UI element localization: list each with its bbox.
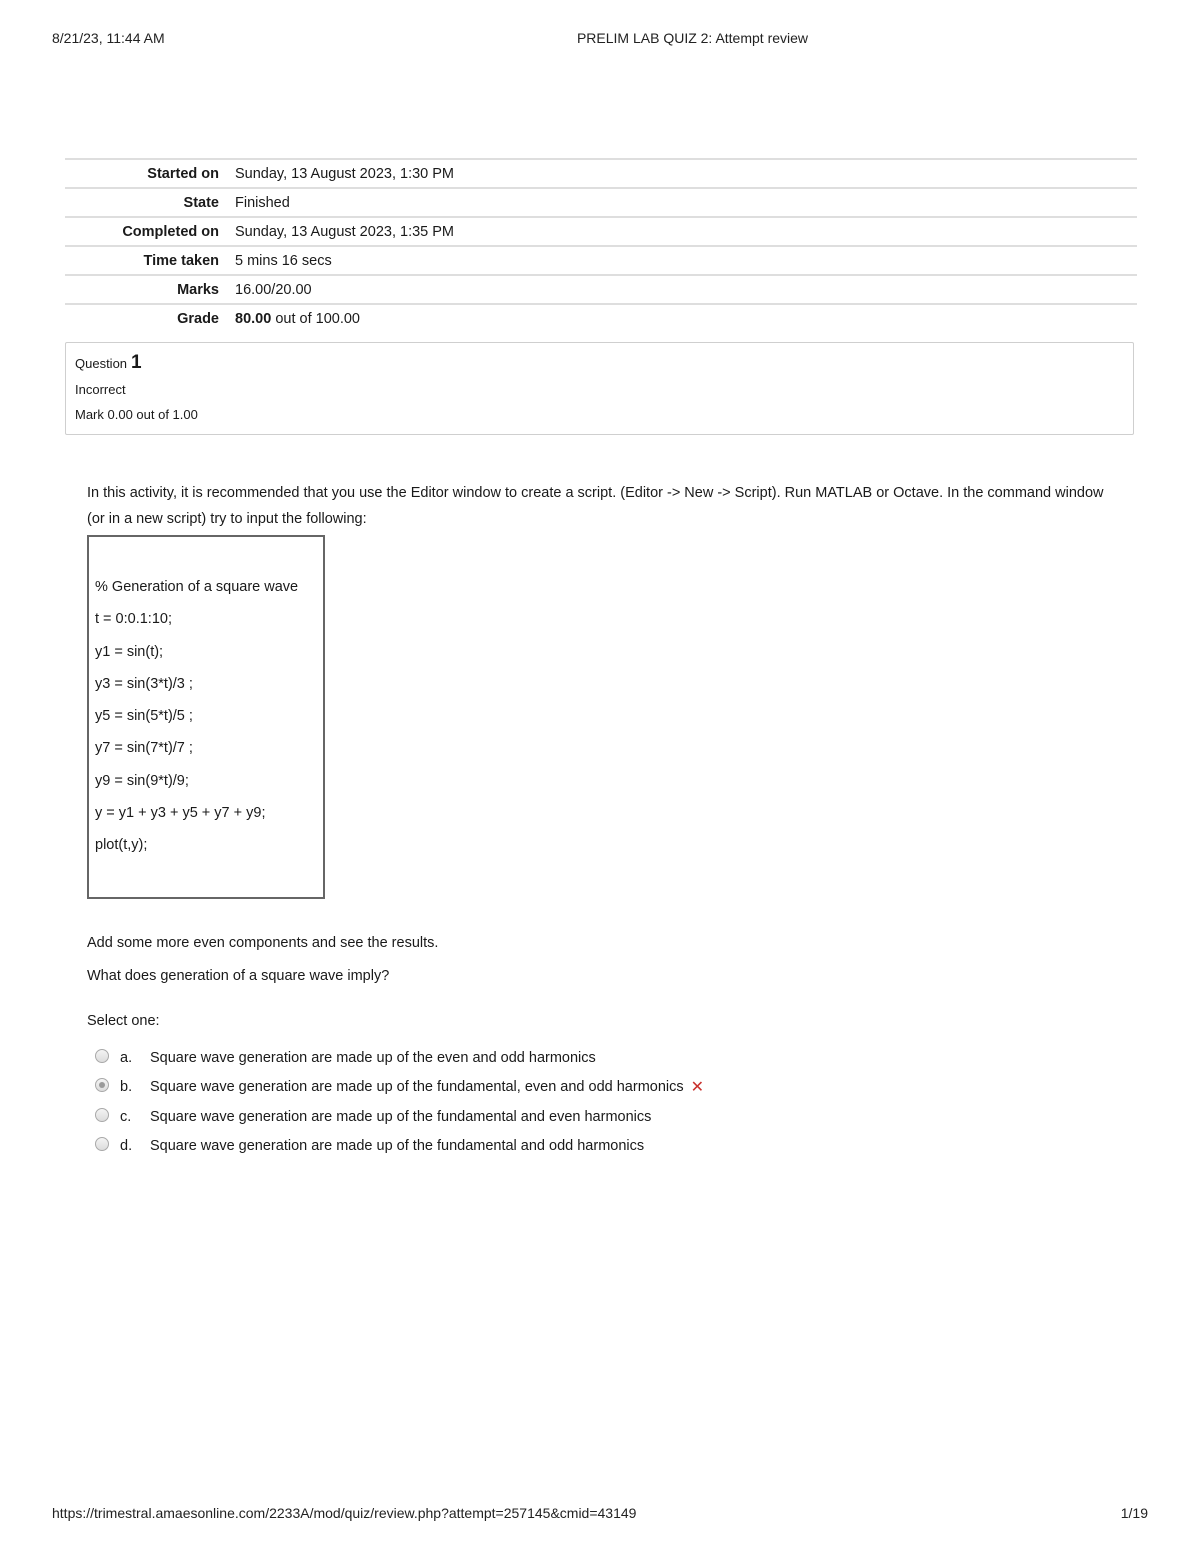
page-number: 1/19 [1120,1505,1148,1521]
answer-option-d[interactable] [95,1132,704,1162]
radio-b[interactable] [95,1078,109,1092]
grade-out-of: out of 100.00 [275,311,360,327]
summary-label: Marks [177,282,219,298]
code-box [87,535,325,899]
question-number-value: 1 [131,352,142,373]
summary-label: Time taken [143,253,219,269]
question-info-box [65,342,1134,435]
attempt-summary-table [65,158,1137,332]
summary-row [65,188,1137,217]
summary-value [235,304,1137,332]
question-intro: In this activity, it is recommended that you use the Editor window to create a script. (Editor -> New -> Script). Run MATLAB or Octave. In the command window (or in a new script) try to input the following: [87,485,1104,527]
radio-c[interactable] [95,1108,109,1122]
question-label: Question [75,356,128,371]
option-text: Square wave generation are made up of the even and odd harmonics [150,1049,596,1066]
summary-value: 5 mins 16 secs [235,253,332,269]
incorrect-x-icon: ✕ [690,1079,705,1097]
answer-option-a[interactable] [95,1043,704,1073]
code-line: % Generation of a square wave [95,579,299,595]
summary-value: Sunday, 13 August 2023, 1:35 PM [235,224,455,240]
print-footer [52,1505,1148,1525]
grade-value: 80.00 [235,311,272,327]
code-line: t = 0:0.1:10; [95,611,172,628]
summary-value: Sunday, 13 August 2023, 1:30 PM [235,166,455,182]
code-line: y9 = sin(9*t)/9; [95,772,189,789]
answer-option-c[interactable] [95,1102,704,1132]
summary-row [65,275,1137,304]
code-line: plot(t,y); [95,837,148,854]
summary-row [65,304,1137,332]
summary-row [65,159,1137,188]
print-page-title: PRELIM LAB QUIZ 2: Attempt review [576,30,809,46]
option-letter: c. [120,1108,132,1125]
code-line: y7 = sin(7*t)/7 ; [95,740,193,757]
summary-label: Grade [177,311,219,327]
page-url: https://trimestral.amaesonline.com/2233A/mod/quiz/review.php?attempt=257145&cmid=43149 [52,1505,637,1521]
question-number [75,352,1124,374]
print-header [52,30,1148,50]
option-letter: b. [120,1079,133,1096]
answer-options [95,1043,704,1161]
code-line: y5 = sin(5*t)/5 ; [95,708,193,725]
question-mark: Mark 0.00 out of 1.00 [75,407,198,422]
summary-value: Finished [235,195,290,211]
summary-row [65,246,1137,275]
radio-a[interactable] [95,1049,109,1063]
summary-value: 16.00/20.00 [235,282,312,298]
option-text: Square wave generation are made up of the fundamental and even harmonics [150,1108,652,1125]
question-state: Incorrect [75,382,126,397]
code-line: y3 = sin(3*t)/3 ; [95,675,193,692]
print-datetime: 8/21/23, 11:44 AM [52,30,165,46]
question-followup-2: What does generation of a square wave imply? [87,968,390,984]
code-line: y = y1 + y3 + y5 + y7 + y9; [95,805,266,822]
summary-label: State [183,195,219,211]
option-text: Square wave generation are made up of the fundamental, even and odd harmonics [150,1079,684,1096]
radio-d[interactable] [95,1137,109,1151]
select-one-prompt: Select one: [87,1013,160,1029]
summary-label: Started on [147,166,219,182]
question-followup-1: Add some more even components and see the results. [87,935,439,951]
option-text: Square wave generation are made up of the fundamental and odd harmonics [150,1138,645,1155]
code-line: y1 = sin(t); [95,643,164,660]
summary-row [65,217,1137,246]
option-letter: a. [120,1049,133,1066]
answer-option-b[interactable] [95,1073,704,1103]
summary-label: Completed on [122,224,219,240]
option-letter: d. [120,1138,133,1155]
